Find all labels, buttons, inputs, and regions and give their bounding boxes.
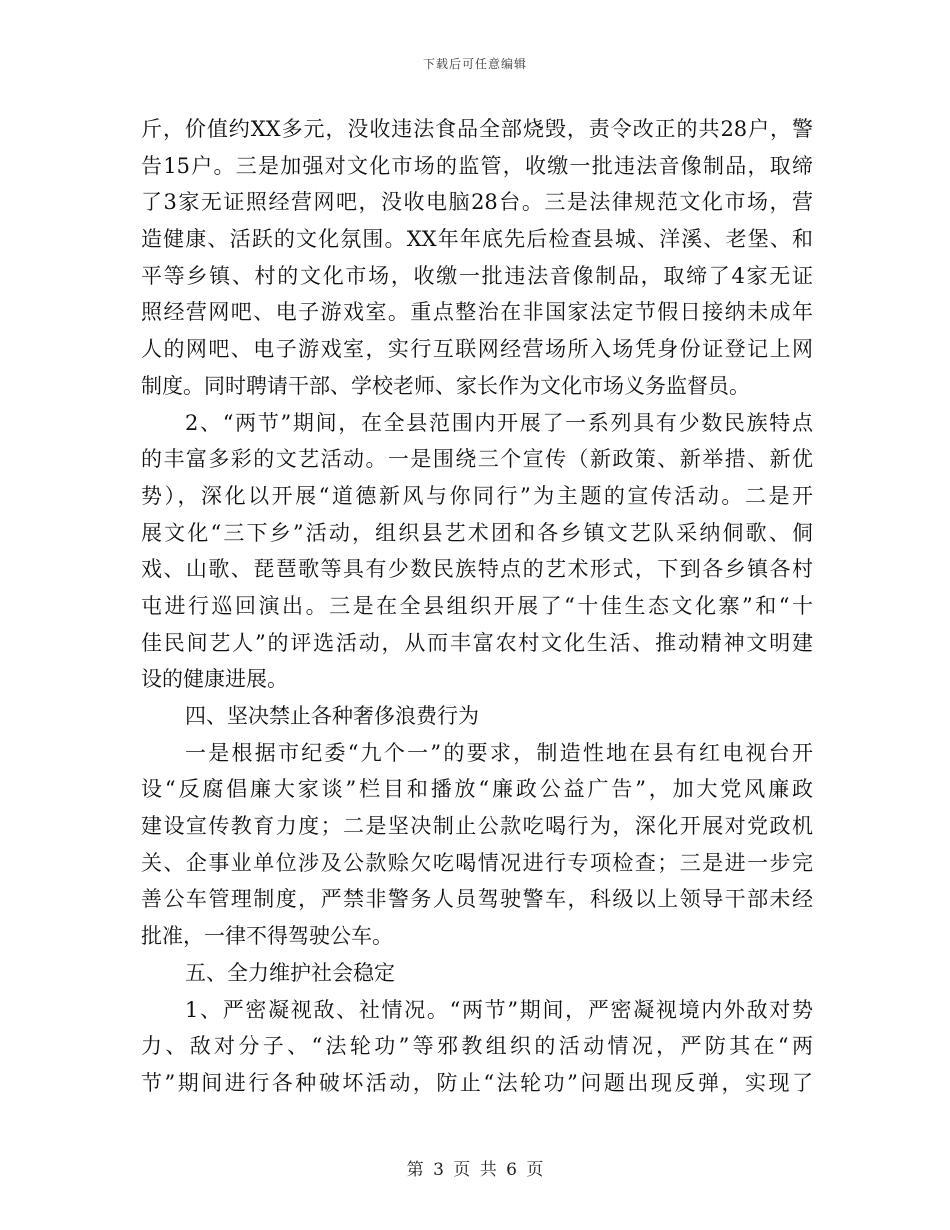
body-text-line: 善公车管理制度，严禁非警务人员驾驶警车，科级以上领导干部未经 <box>141 887 813 912</box>
body-text-line: 一是根据市纪委“九个一”的要求，制造性地在县有红电视台开 <box>185 740 813 765</box>
body-text-line: 2、“两节”期间，在全县范围内开展了一系列具有少数民族特点 <box>185 410 813 435</box>
body-text-line: 人的网吧、电子游戏室，实行互联网经营场所入场凭身份证登记上网 <box>141 337 813 362</box>
body-text-line: 告15户。三是加强对文化市场的监管，收缴一批违法音像制品，取缔 <box>141 153 813 178</box>
body-text-line: 力、敌对分子、“法轮功”等邪教组织的活动情况，严防其在“两 <box>141 1034 813 1059</box>
body-text-line: 屯进行巡回演出。三是在全县组织开展了“十佳生态文化寨”和“十 <box>141 593 813 618</box>
body-text-line: 设“反腐倡廉大家谈”栏目和播放“廉政公益广告”，加大党风廉政 <box>141 777 813 802</box>
body-text-line: 平等乡镇、村的文化市场，收缴一批违法音像制品，取缔了4家无证 <box>141 263 813 288</box>
body-text-line: 展文化“三下乡”活动，组织县艺术团和各乡镇文艺队采纳侗歌、侗 <box>141 520 813 545</box>
body-text-line: 节”期间进行各种破坏活动，防止“法轮功”问题出现反弹，实现了 <box>141 1070 813 1095</box>
body-text-line: 造健康、活跃的文化氛围。XX年年底先后检查县城、洋溪、老堡、和 <box>141 227 813 252</box>
body-text-line: 照经营网吧、电子游戏室。重点整治在非国家法定节假日接纳未成年 <box>141 300 813 325</box>
body-text-line: 关、企事业单位涉及公款赊欠吃喝情况进行专项检查；三是进一步完 <box>141 850 813 875</box>
body-text-line: 四、坚决禁止各种奢侈浪费行为 <box>185 704 479 728</box>
body-text-line: 1、严密凝视敌、社情况。“两节”期间，严密凝视境内外敌对势 <box>185 997 813 1022</box>
body-text-line: 了3家无证照经营网吧，没收电脑28台。三是法律规范文化市场，营 <box>141 190 813 215</box>
body-text-line: 批准，一律不得驾驶公车。 <box>141 924 393 949</box>
document-body <box>141 111 813 1102</box>
body-text-line: 建设宣传教育力度；二是坚决制止公款吃喝行为，深化开展对党政机 <box>141 814 813 839</box>
body-text-line: 的丰富多彩的文艺活动。一是围绕三个宣传（新政策、新举措、新优 <box>141 447 813 472</box>
body-text-line: 斤，价值约XX多元，没收违法食品全部烧毁，责令改正的共28户，警 <box>141 117 813 141</box>
page-footer-number: 第 3 页 共 6 页 <box>406 1160 544 1180</box>
page-header-note: 下载后可任意编辑 <box>422 57 527 71</box>
body-text-line: 五、全力维护社会稳定 <box>185 960 395 985</box>
body-text-line: 设的健康进展。 <box>141 667 288 692</box>
body-text-line: 戏、山歌、琵琶歌等具有少数民族特点的艺术形式，下到各乡镇各村 <box>141 557 813 582</box>
body-text-line: 势），深化以开展“道德新风与你同行”为主题的宣传活动。二是开 <box>141 483 813 508</box>
body-text-line: 制度。同时聘请干部、学校老师、家长作为文化市场义务监督员。 <box>141 373 750 398</box>
body-text-line: 佳民间艺人”的评选活动，从而丰富农村文化生活、推动精神文明建 <box>141 630 813 655</box>
